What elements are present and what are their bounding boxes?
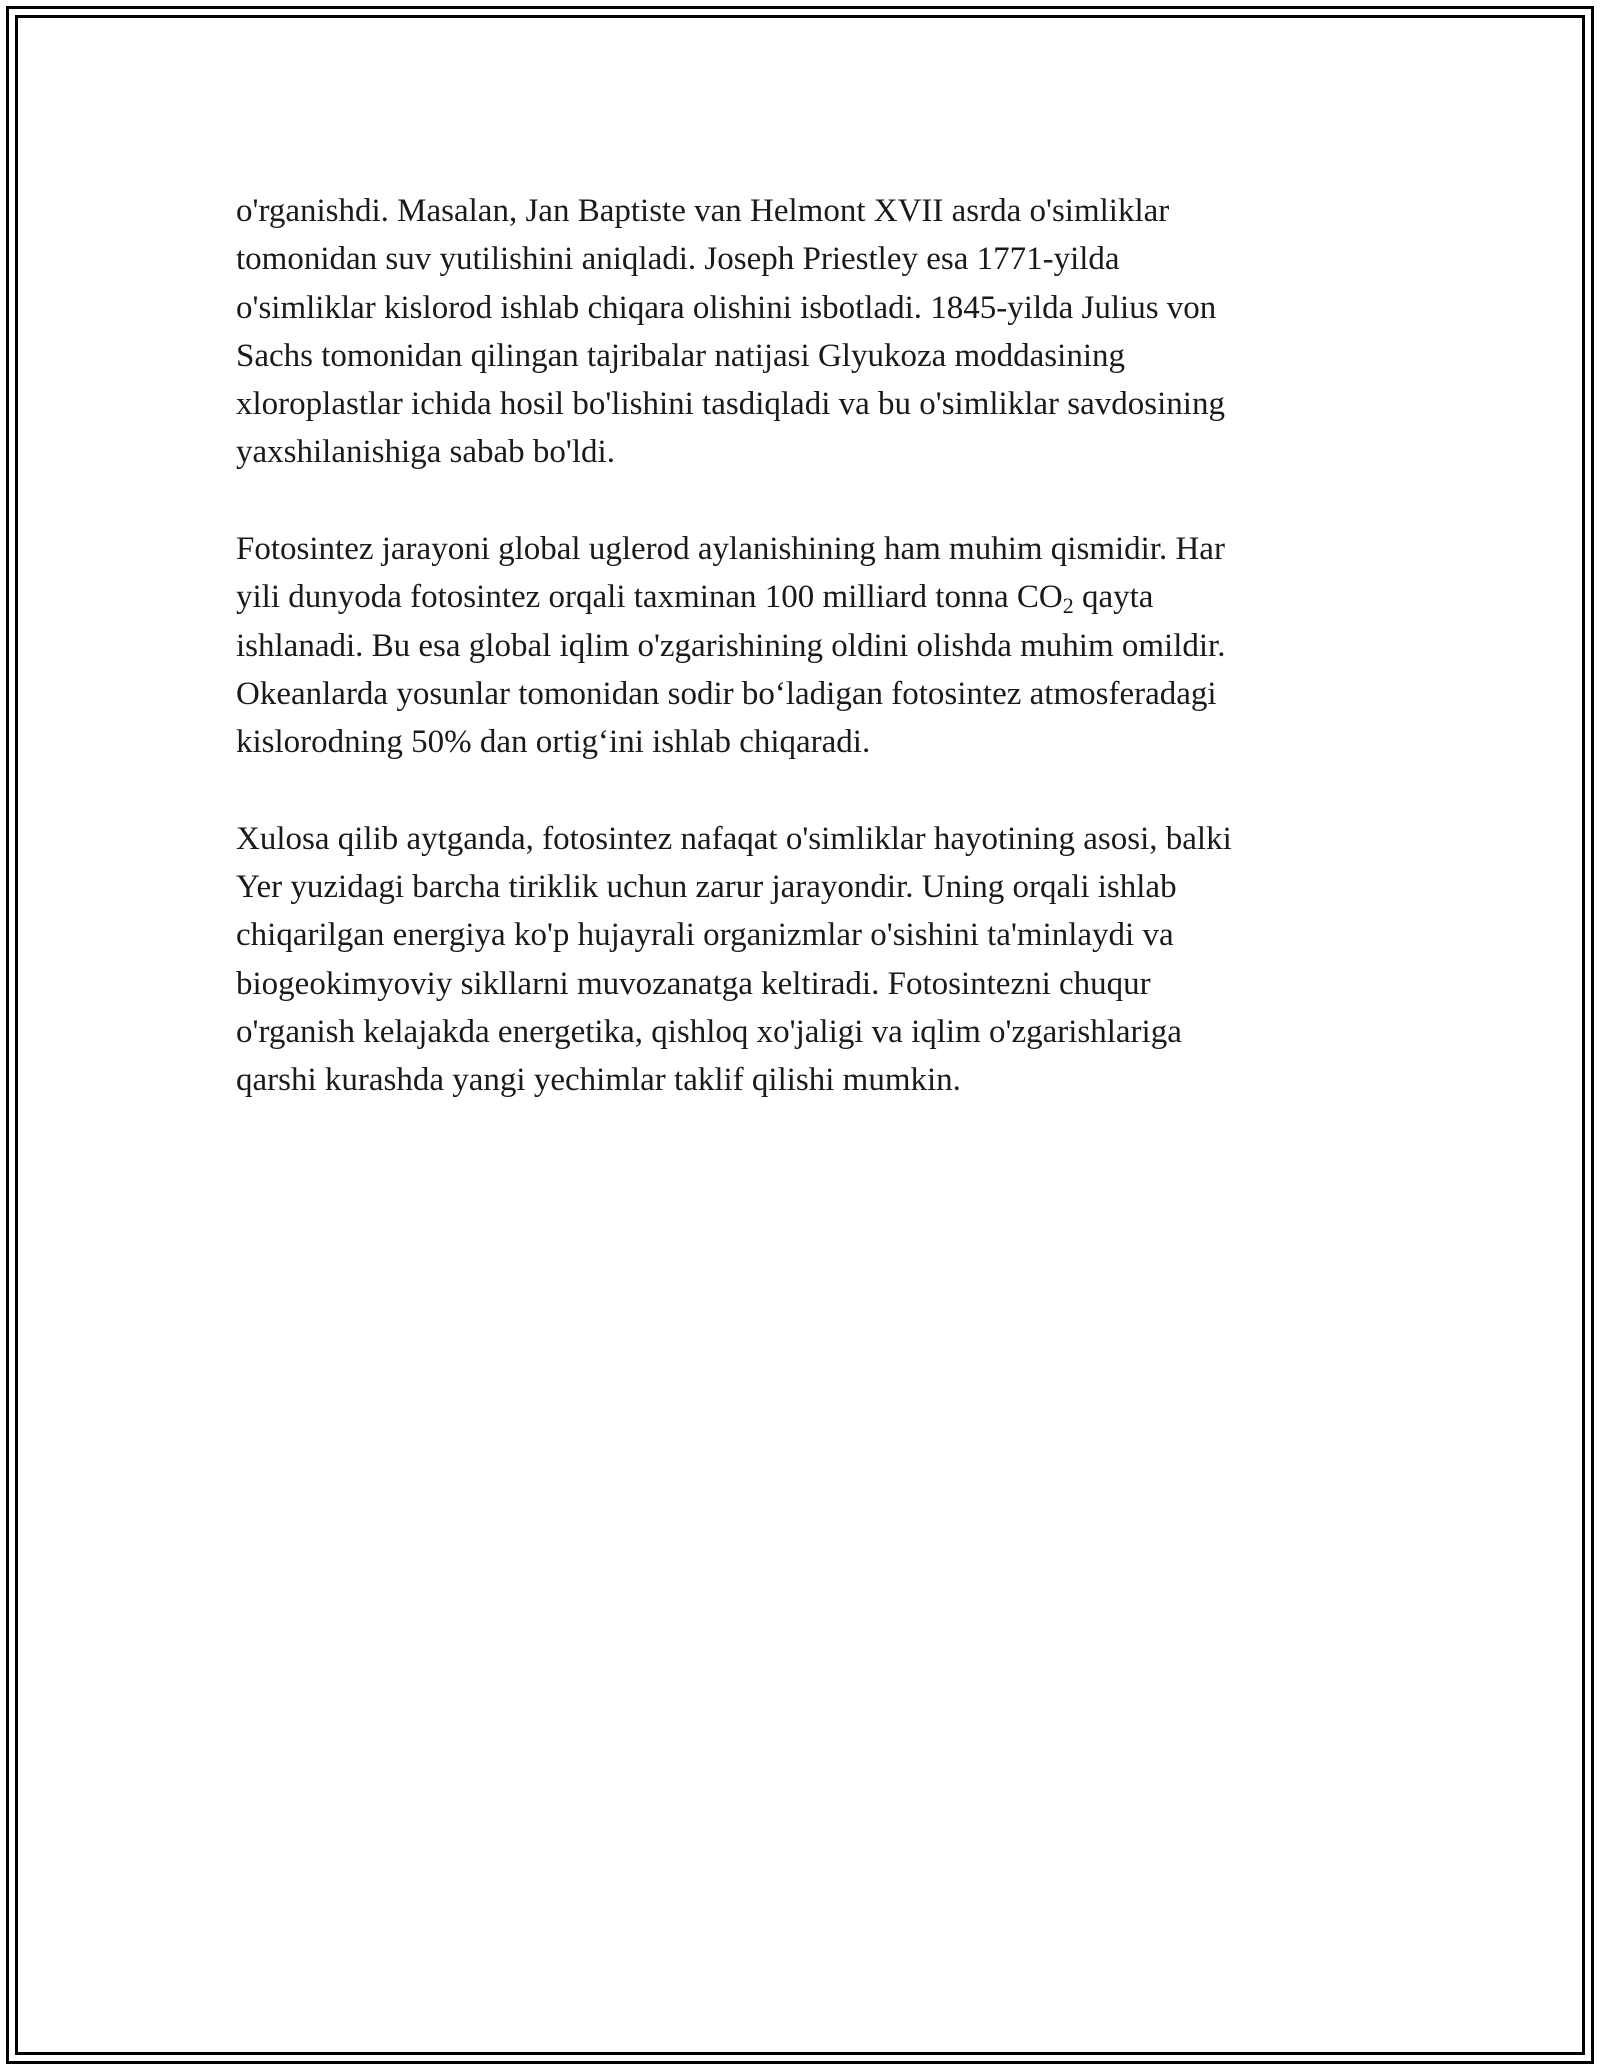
paragraph-carbon-cycle	[236, 525, 1356, 766]
paragraph-history	[236, 187, 1356, 477]
text-line: yaxshilanishiga sabab bo'ldi.	[236, 434, 615, 471]
text-line: o'rganishdi. Masalan, Jan Baptiste van Helmont XVII asrda o'simliklar	[236, 193, 1170, 229]
text-line-with-formula	[236, 573, 1356, 621]
text-line: chiqarilgan energiya ko'p hujayrali organizmlar o'sishini ta'minlaydi va	[236, 917, 1174, 954]
document-body	[236, 187, 1356, 1153]
text-segment: qayta	[1073, 579, 1154, 616]
text-line: biogeokimyoviy sikllarni muvozanatga keltiradi. Fotosintezni chuqur	[236, 965, 1151, 1002]
text-line: xloroplastlar ichida hosil bo'lishini tasdiqladi va bu o'simliklar savdosining	[236, 386, 1225, 423]
text-line: Okeanlarda yosunlar tomonidan sodir bo‘ladigan fotosintez atmosferadagi	[236, 675, 1217, 712]
text-line: o'rganish kelajakda energetika, qishloq xo'jaligi va iqlim o'zgarishlariga	[236, 1014, 1182, 1051]
text-line: Xulosa qilib aytganda, fotosintez nafaqat o'simliklar hayotining asosi, balki	[236, 820, 1232, 857]
text-line: ishlanadi. Bu esa global iqlim o'zgarishining oldini olishda muhim omildir.	[236, 627, 1226, 664]
co2-subscript: 2	[1062, 593, 1074, 619]
text-line: tomonidan suv yutilishini aniqladi. Joseph Priestley esa 1771-yilda	[236, 241, 1120, 278]
text-segment: yili dunyoda fotosintez orqali taxminan 100 milliard tonna CO	[236, 579, 1063, 616]
text-line: Fotosintez jarayoni global uglerod aylanishining ham muhim qismidir. Har	[236, 531, 1225, 568]
text-line: Sachs tomonidan qilingan tajribalar natijasi Glyukoza moddasining	[236, 337, 1125, 374]
text-line: kislorodning 50% dan ortig‘ini ishlab chiqaradi.	[236, 724, 871, 761]
text-line: o'simliklar kislorod ishlab chiqara olishini isbotladi. 1845-yilda Julius von	[236, 289, 1217, 326]
text-line: qarshi kurashda yangi yechimlar taklif qilishi mumkin.	[236, 1062, 961, 1099]
paragraph-conclusion	[236, 815, 1356, 1105]
text-line: Yer yuzidagi barcha tiriklik uchun zarur jarayondir. Uning orqali ishlab	[236, 869, 1177, 906]
